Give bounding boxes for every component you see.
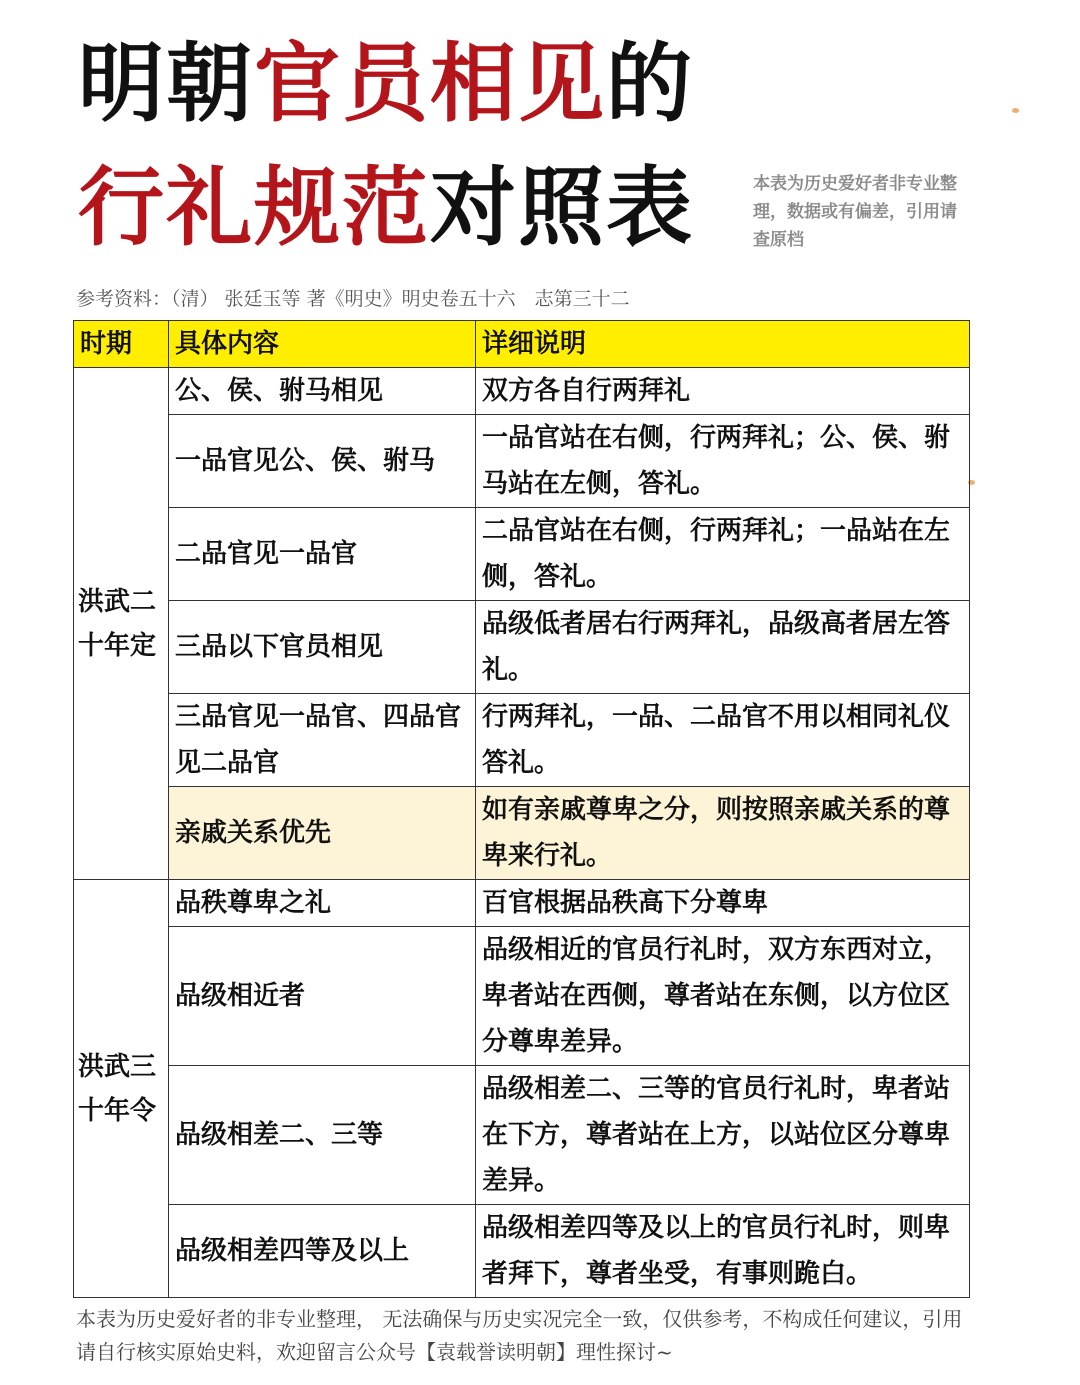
table-row (74, 1205, 970, 1298)
detail-cell: 行两拜礼，一品、二品官不用以相同礼仪答礼。 (476, 694, 970, 787)
decoration-dot (1012, 108, 1019, 113)
etiquette-table (73, 320, 970, 1298)
content-cell: 品秩尊卑之礼 (169, 880, 476, 927)
title-part-guanyuanxiangjian: 官员相见 (254, 34, 606, 134)
content-cell: 一品官见公、侯、驸马 (169, 415, 476, 508)
content-cell: 公、侯、驸马相见 (169, 368, 476, 415)
title-part-de: 的 (606, 34, 694, 134)
detail-cell: 品级低者居右行两拜礼，品级高者居左答礼。 (476, 601, 970, 694)
detail-cell: 双方各自行两拜礼 (476, 368, 970, 415)
table-row (74, 415, 970, 508)
detail-cell: 一品官站在右侧，行两拜礼；公、侯、驸马站在左侧，答礼。 (476, 415, 970, 508)
table-row (74, 601, 970, 694)
content-cell: 三品官见一品官、四品官见二品官 (169, 694, 476, 787)
title-part-xinglieguifan: 行礼规范 (78, 158, 430, 258)
title-part-duizhaobiao: 对照表 (430, 158, 694, 258)
header-detail: 详细说明 (476, 321, 970, 368)
detail-cell: 品级相近的官员行礼时，双方东西对立，卑者站在西侧，尊者站在东侧，以方位区分尊卑差异。 (476, 927, 970, 1066)
table-row-highlighted (74, 787, 970, 880)
detail-cell: 品级相差四等及以上的官员行礼时，则卑者拜下，尊者坐受，有事则跪白。 (476, 1205, 970, 1298)
table-row (74, 694, 970, 787)
title-line-1 (78, 36, 694, 132)
table-row (74, 880, 970, 927)
footer-disclaimer: 本表为历史爱好者的非专业整理， 无法确保与历史实况完全一致，仅供参考，不构成任何建议，引用请自行核实原始史料，欢迎留言公众号【袁载誉读明朝】理性探讨~ (76, 1307, 963, 1364)
table-header-row (74, 321, 970, 368)
header-period: 时期 (74, 321, 169, 368)
content-cell: 三品以下官员相见 (169, 601, 476, 694)
detail-cell: 如有亲戚尊卑之分，则按照亲戚关系的尊卑来行礼。 (476, 787, 970, 880)
detail-cell: 二品官站在右侧，行两拜礼；一品站在左侧，答礼。 (476, 508, 970, 601)
content-cell: 品级相近者 (169, 927, 476, 1066)
content-cell: 亲戚关系优先 (169, 787, 476, 880)
period-cell: 洪武二十年定 (74, 368, 169, 880)
content-cell: 二品官见一品官 (169, 508, 476, 601)
detail-cell: 品级相差二、三等的官员行礼时，卑者站在下方，尊者站在上方，以站位区分尊卑差异。 (476, 1066, 970, 1205)
detail-cell: 百官根据品秩高下分尊卑 (476, 880, 970, 927)
header-content: 具体内容 (169, 321, 476, 368)
reference-source: 参考资料：（清） 张廷玉等 著《明史》明史卷五十六 志第三十二 (76, 288, 630, 310)
table-row (74, 368, 970, 415)
content-cell: 品级相差四等及以上 (169, 1205, 476, 1298)
table-row (74, 927, 970, 1066)
period-cell: 洪武三十年令 (74, 880, 169, 1298)
title-line-2 (78, 160, 694, 256)
disclaimer-side-note: 本表为历史爱好者非专业整理，数据或有偏差，引用请查原档 (753, 174, 957, 250)
table-row (74, 508, 970, 601)
content-cell: 品级相差二、三等 (169, 1066, 476, 1205)
title-part-mingchao: 明朝 (78, 34, 254, 134)
table-row (74, 1066, 970, 1205)
